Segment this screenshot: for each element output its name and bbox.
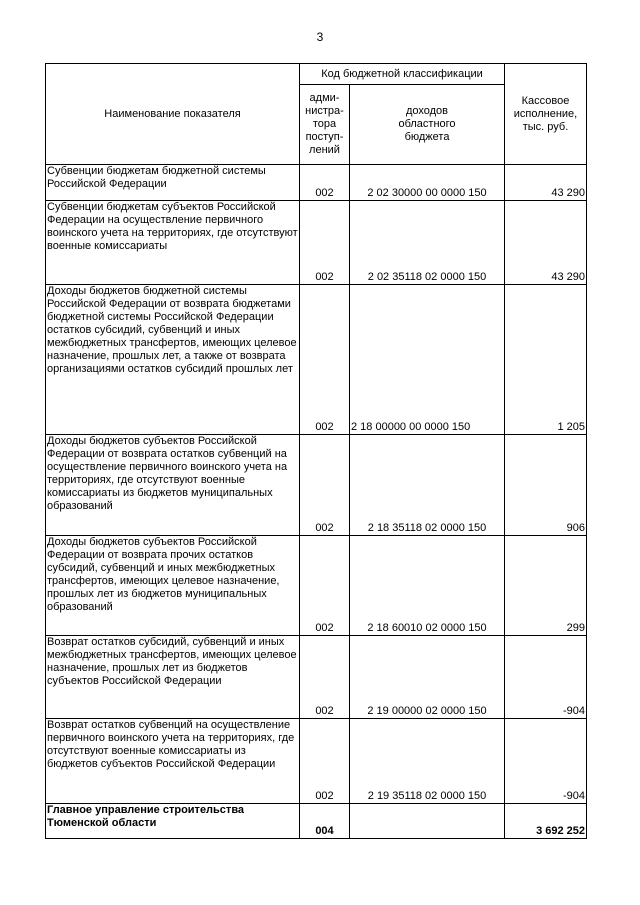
row-code: 2 18 35118 02 0000 150 [350,435,505,536]
row-name: Возврат остатков субвенций на осуществление первичного воинского учета на территориях, где отсутствуют военные комиссариаты из бюджетов субъектов Российской Федерации [46,719,300,804]
row-code: 2 18 60010 02 0000 150 [350,536,505,636]
row-name: Доходы бюджетов бюджетной системы Российской Федерации от возврата бюджетами бюджетной системы Российской Федерации остатков субсидий, субвенций и иных межбюджетных трансфертов, имеющих целевое назначение, прошлых лет, а также от возврата организациями остатков субсидий прошлых лет [46,285,300,435]
row-admin: 002 [300,435,350,536]
row-admin: 002 [300,285,350,435]
header-revenue: доходов областного бюджета [350,85,505,165]
table-row-total [46,804,587,839]
row-amount: 299 [505,536,587,636]
row-amount: 1 205 [505,285,587,435]
table-row [46,165,587,201]
row-code [350,804,505,839]
table-row [46,719,587,804]
row-code: 2 02 35118 02 0000 150 [350,201,505,285]
table-row [46,285,587,435]
header-name: Наименование показателя [46,64,300,165]
header-amount: Кассовое исполнение, тыс. руб. [505,64,587,165]
row-code: 2 19 35118 02 0000 150 [350,719,505,804]
row-name: Субвенции бюджетам субъектов Российской Федерации на осуществление первичного воинского учета на территориях, где отсутствуют военные комиссариаты [46,201,300,285]
row-code: 2 18 00000 00 0000 150 [350,285,505,435]
row-admin: 002 [300,719,350,804]
row-code: 2 19 00000 02 0000 150 [350,636,505,719]
row-code: 2 02 30000 00 0000 150 [350,165,505,201]
row-name: Доходы бюджетов субъектов Российской Федерации от возврата остатков субвенций на осуществление первичного воинского учета на территориях, где отсутствуют военные комиссариаты из бюджетов муниципальных образований [46,435,300,536]
row-amount: 43 290 [505,201,587,285]
row-name: Главное управление строительства Тюменской области [46,804,300,839]
row-name: Субвенции бюджетам бюджетной системы Российской Федерации [46,165,300,201]
row-amount: -904 [505,636,587,719]
table-row [46,201,587,285]
row-amount: 906 [505,435,587,536]
header-code-group: Код бюджетной классификации [300,64,505,85]
page-number: 3 [316,30,324,44]
row-admin: 002 [300,536,350,636]
table-row [46,536,587,636]
row-amount: 3 692 252 [505,804,587,839]
budget-table [45,63,587,839]
row-admin: 002 [300,165,350,201]
row-name: Доходы бюджетов субъектов Российской Федерации от возврата прочих остатков субсидий, субвенций и иных межбюджетных трансфертов, имеющих целевое назначение, прошлых лет из бюджетов муниципальных образований [46,536,300,636]
row-amount: -904 [505,719,587,804]
header-admin: адми- нистра- тора поступ- лений [300,85,350,165]
row-admin: 004 [300,804,350,839]
table-row [46,435,587,536]
row-amount: 43 290 [505,165,587,201]
row-name: Возврат остатков субсидий, субвенций и иных межбюджетных трансфертов, имеющих целевое назначение, прошлых лет из бюджетов субъектов Российской Федерации [46,636,300,719]
table-row [46,636,587,719]
row-admin: 002 [300,636,350,719]
row-admin: 002 [300,201,350,285]
